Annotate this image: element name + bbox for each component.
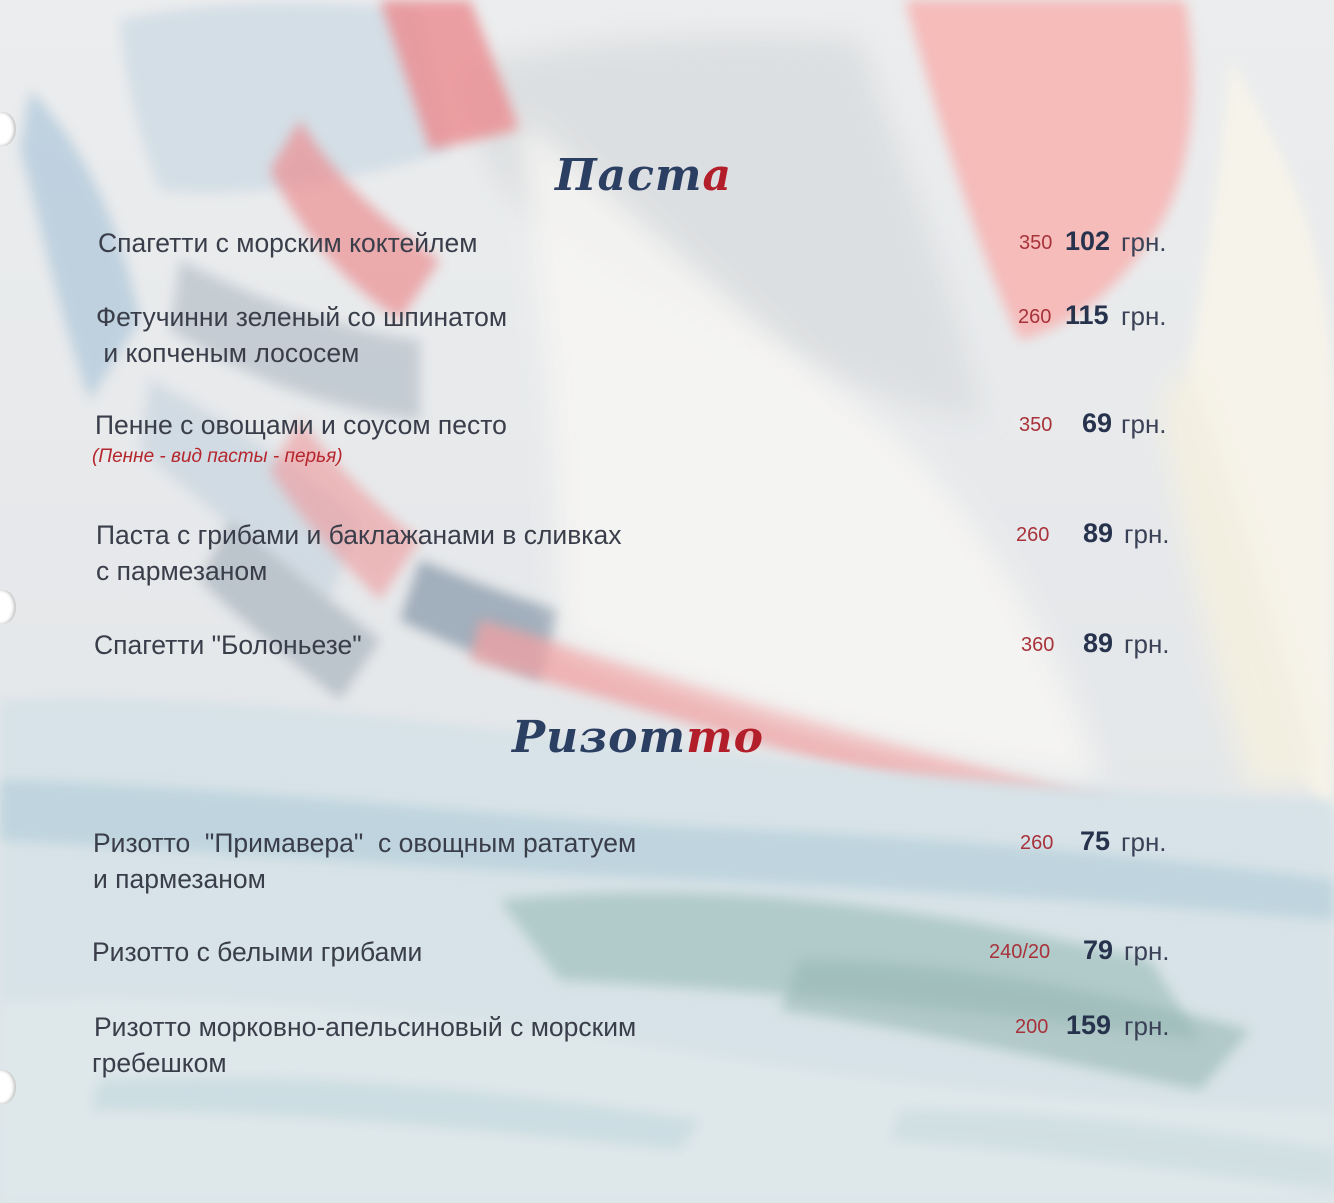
dish-name: Паста с грибами и баклажанами в сливках bbox=[96, 520, 622, 550]
dish-price: 159 bbox=[1066, 1010, 1112, 1040]
currency-label: грн. bbox=[1121, 827, 1167, 857]
section-title-accent: а bbox=[702, 150, 732, 201]
dish-name: Пенне с овощами и соусом песто bbox=[95, 410, 507, 440]
dish-name: Фетучинни зеленый со шпинатом bbox=[96, 302, 508, 332]
dish-name: Ризотто с белыми грибами bbox=[92, 937, 423, 967]
menu-item bbox=[0, 408, 1334, 467]
menu-item bbox=[0, 518, 1334, 586]
currency-label: грн. bbox=[1124, 519, 1170, 549]
section-title-text: Ризот bbox=[512, 712, 687, 763]
dish-price: 69 bbox=[1082, 408, 1113, 438]
dish-weight: 260 bbox=[1020, 832, 1054, 854]
currency-label: грн. bbox=[1124, 936, 1170, 966]
section-title-text: Паст bbox=[555, 150, 703, 201]
dish-weight: 240/20 bbox=[989, 941, 1051, 963]
dish-name-line2: с пармезаном bbox=[96, 556, 268, 586]
dish-weight: 260 bbox=[1016, 524, 1050, 546]
currency-label: грн. bbox=[1121, 409, 1167, 439]
dish-name: Ризотто "Примавера" с овощным рататуем bbox=[93, 828, 637, 858]
section-title-risotto bbox=[512, 712, 764, 763]
dish-price: 89 bbox=[1083, 628, 1114, 658]
dish-note: (Пенне - вид пасты - перья) bbox=[92, 446, 343, 467]
dish-name-line2: и пармезаном bbox=[93, 864, 266, 894]
dish-price: 79 bbox=[1083, 935, 1114, 965]
currency-label: грн. bbox=[1121, 301, 1167, 331]
dish-name: Ризотто морковно-апельсиновый с морским bbox=[94, 1012, 637, 1042]
section-title-accent: то bbox=[686, 712, 764, 763]
dish-name: Спагетти с морским коктейлем bbox=[98, 228, 478, 258]
dish-name: Спагетти "Болоньезе" bbox=[94, 630, 362, 660]
dish-name-line2: и копченым лососем bbox=[96, 338, 360, 368]
dish-price: 75 bbox=[1080, 826, 1111, 856]
menu-item bbox=[0, 935, 1334, 967]
dish-price: 102 bbox=[1065, 226, 1111, 256]
currency-label: грн. bbox=[1124, 629, 1170, 659]
currency-label: грн. bbox=[1121, 227, 1167, 257]
menu-item bbox=[0, 300, 1334, 368]
dish-price: 115 bbox=[1065, 300, 1109, 330]
menu-item bbox=[0, 226, 1334, 258]
menu-item bbox=[0, 826, 1334, 894]
dish-weight: 350 bbox=[1019, 232, 1053, 254]
dish-name-line2: гребешком bbox=[92, 1048, 227, 1078]
dish-weight: 260 bbox=[1018, 306, 1052, 328]
dish-price: 89 bbox=[1083, 518, 1114, 548]
menu-item bbox=[0, 1010, 1334, 1078]
menu-item bbox=[0, 628, 1334, 660]
dish-weight: 360 bbox=[1021, 634, 1055, 656]
dish-weight: 350 bbox=[1019, 414, 1053, 436]
dish-weight: 200 bbox=[1015, 1016, 1049, 1038]
currency-label: грн. bbox=[1124, 1011, 1170, 1041]
section-title-pasta bbox=[555, 150, 732, 201]
